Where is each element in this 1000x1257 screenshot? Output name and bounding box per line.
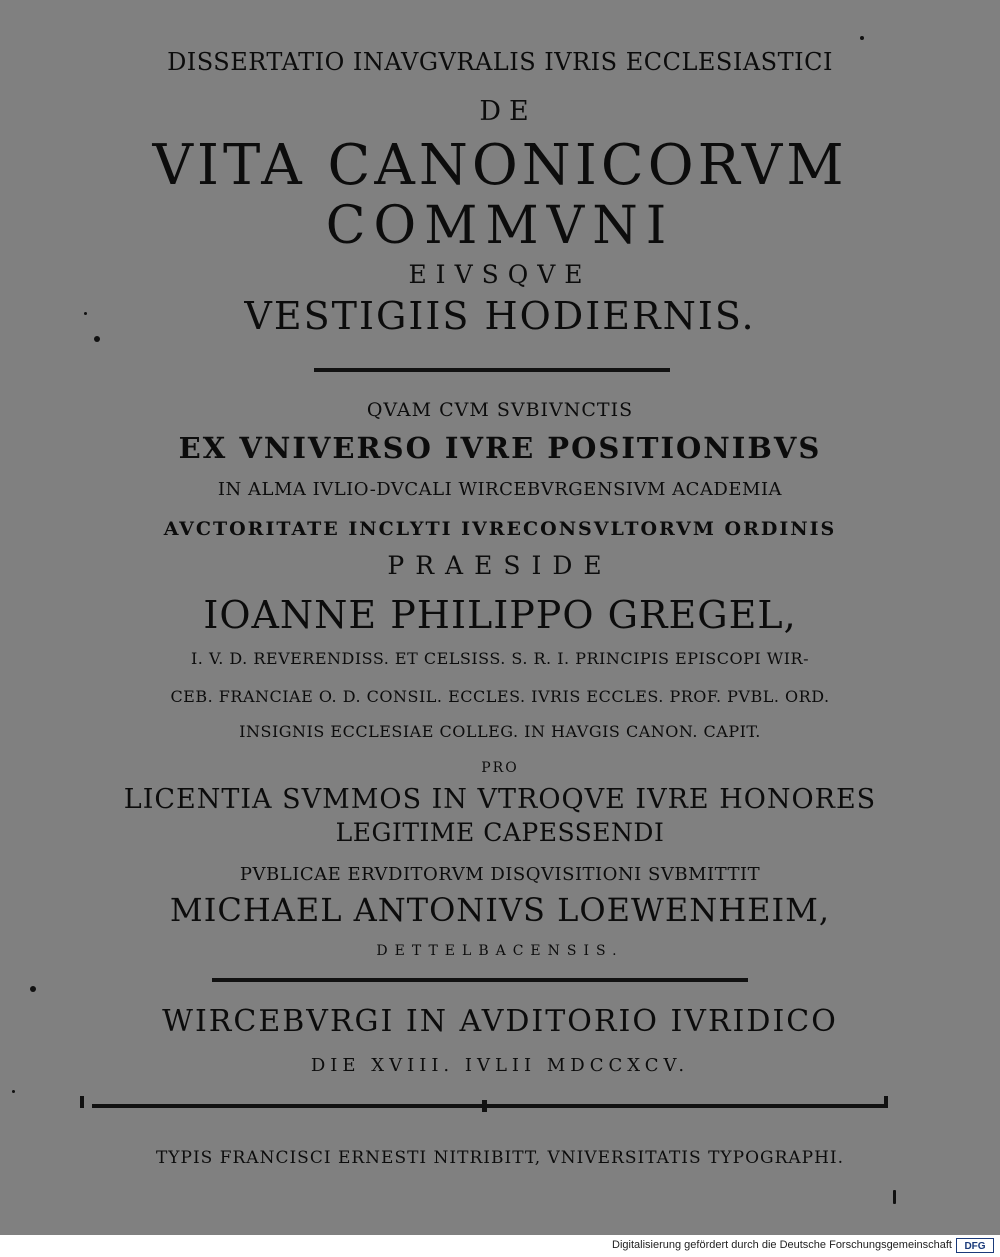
print-speck xyxy=(30,986,36,992)
rule-end-right xyxy=(884,1096,888,1108)
print-speck xyxy=(893,1190,896,1204)
rule-center-mark xyxy=(482,1100,487,1112)
main-title-line3: VESTIGIIS HODIERNIS. xyxy=(244,294,756,338)
ornamental-rule-bottom xyxy=(92,1104,884,1108)
text-quam-cum: QVAM CVM SVBIVNCTIS xyxy=(366,399,634,421)
text-praeside: PRAESIDE xyxy=(387,551,613,580)
praeses-titles-line3: INSIGNIS ECCLESIAE COLLEG. IN HAVGIS CANON. CAPIT. xyxy=(239,722,761,741)
print-speck xyxy=(84,312,87,315)
praeses-titles-line2: CEB. FRANCIAE O. D. CONSIL. ECCLES. IVRIS ECCLES. PROF. PVBL. ORD. xyxy=(170,687,830,706)
title-eiusque: EIVSQVE xyxy=(408,260,592,289)
text-publicae: PVBLICAE ERVDITORVM DISQVISITIONI SVBMITTIT xyxy=(239,864,761,885)
printer-line: TYPIS FRANCISCI ERNESTI NITRIBITT, VNIVERSITATIS TYPOGRAPHI. xyxy=(155,1148,845,1168)
date-line: DIE XVIII. IVLII MDCCXCV. xyxy=(310,1055,690,1076)
title-de: DE xyxy=(479,96,537,127)
ornamental-rule-top xyxy=(314,368,670,372)
praeses-titles-line1: I. V. D. REVERENDISS. ET CELSISS. S. R. I. PRINCIPIS EPISCOPI WIR- xyxy=(190,649,809,668)
print-speck xyxy=(94,336,100,342)
text-legitime: LEGITIME CAPESSENDI xyxy=(335,818,665,847)
dissertation-heading: DISSERTATIO INAVGVRALIS IVRIS ECCLESIASTICI xyxy=(167,48,833,76)
text-licentia: LICENTIA SVMMOS IN VTROQVE IVRE HONORES xyxy=(123,784,877,815)
main-title-line1: VITA CANONICORVM xyxy=(152,133,848,198)
respondent-origin: DETTELBACENSIS. xyxy=(376,943,624,959)
rule-end-left xyxy=(80,1096,84,1108)
digitization-footer xyxy=(0,1235,1000,1257)
praeses-name: IOANNE PHILIPPO GREGEL, xyxy=(203,593,797,637)
print-speck xyxy=(12,1090,15,1093)
ornamental-rule-middle xyxy=(212,978,748,982)
print-speck xyxy=(860,36,864,40)
text-wirceburgi: WIRCEBVRGI IN AVDITORIO IVRIDICO xyxy=(162,1004,838,1039)
respondent-name: MICHAEL ANTONIVS LOEWENHEIM, xyxy=(169,891,831,929)
text-in-alma: IN ALMA IVLIO-DVCALI WIRCEBVRGENSIVM ACADEMIA xyxy=(217,479,783,500)
dfg-logo: DFG xyxy=(956,1238,994,1253)
text-pro: PRO xyxy=(481,760,519,776)
main-title-line2: COMMVNI xyxy=(325,196,675,256)
text-auctoritate: AVCTORITATE INCLYTI IVRECONSVLTORVM ORDINIS xyxy=(163,518,837,540)
text-ex-universo: EX VNIVERSO IVRE POSITIONIBVS xyxy=(178,431,822,465)
footer-credit: Digitalisierung gefördert durch die Deutsche Forschungsgemeinschaft xyxy=(612,1239,952,1251)
